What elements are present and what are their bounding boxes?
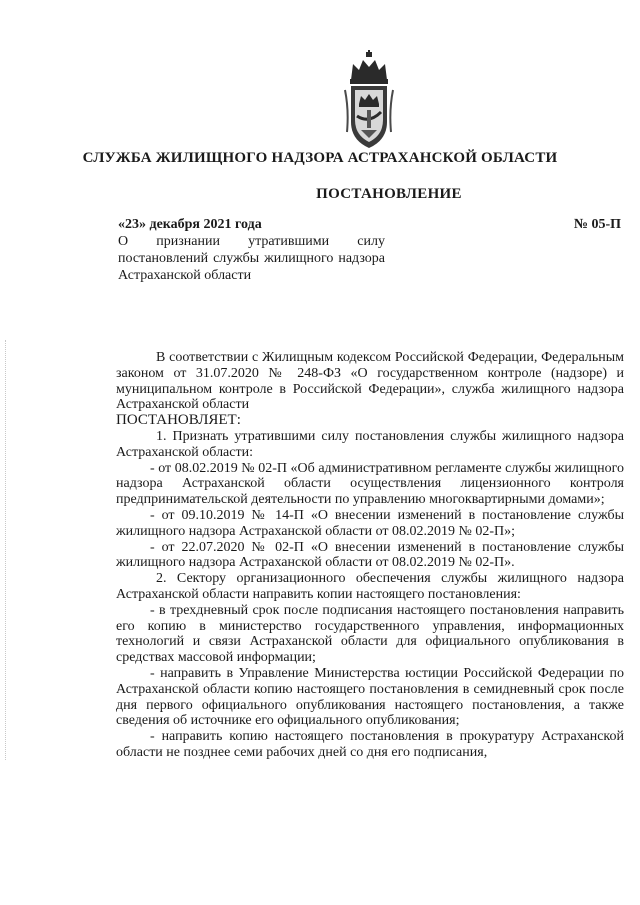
item-2-sub-b: - направить в Управление Министерства юстиции Российской Федерации по Астраханской области копию настоящего постановления в семидневный срок после дня первого официального опубликования настоящего постановления, а также сведения об источнике его официального опубликования; <box>116 665 624 729</box>
item-1: 1. Признать утратившими силу постановления службы жилищного надзора Астраханской области: <box>116 428 624 460</box>
document-subject: О признании утратившими силу постановлений службы жилищного надзора Астраханской области <box>118 234 385 283</box>
document-number: № 05-П <box>573 217 621 232</box>
coat-of-arms-emblem <box>343 50 395 152</box>
item-1-sub-a: - от 08.02.2019 № 02-П «Об административном регламенте службы жилищного надзора Астраханской области осуществления лицензионного контроля предпринимательской деятельности по управлению многоквартирными домами»; <box>116 460 624 508</box>
item-1-sub-c: - от 22.07.2020 № 02-П «О внесении изменений в постановление службы жилищного надзора Астраханской области от 08.02.2019 № 02-П». <box>116 539 624 571</box>
item-2-sub-a: - в трехдневный срок после подписания настоящего постановления направить его копию в министерство государственного управления, информационных технологий и связи Астраханской области для официального опубликования в средствах массовой информации; <box>116 602 624 666</box>
decree-word: ПОСТАНОВЛЯЕТ: <box>116 412 241 429</box>
item-2: 2. Сектору организационного обеспечения службы жилищного надзора Астраханской области направить копии настоящего постановления: <box>116 571 624 602</box>
document-body <box>116 350 624 761</box>
item-1-sub-b: - от 09.10.2019 № 14-П «О внесении изменений в постановление службы жилищного надзора Астраханской области от 08.02.2019 № 02-П»; <box>116 507 624 539</box>
item-2-sub-c: - направить копию настоящего постановления в прокуратуру Астраханской области не позднее семи рабочих дней со дня его подписания, <box>116 729 624 760</box>
document-date: «23» декабря 2021 года <box>118 217 262 232</box>
scan-margin-marks <box>5 340 9 760</box>
preamble-paragraph: В соответствии с Жилищным кодексом Российской Федерации, Федеральным законом от 31.07.2020 № 248-ФЗ «О государственном контроле (надзоре) и муниципальном контроле в Российской Федерации», служба жилищного надзора Астраханской области <box>116 350 624 413</box>
organization-title: СЛУЖБА ЖИЛИЩНОГО НАДЗОРА АСТРАХАНСКОЙ ОБЛАСТИ <box>82 150 558 166</box>
document-type-title: ПОСТАНОВЛЕНИЕ <box>316 186 462 202</box>
